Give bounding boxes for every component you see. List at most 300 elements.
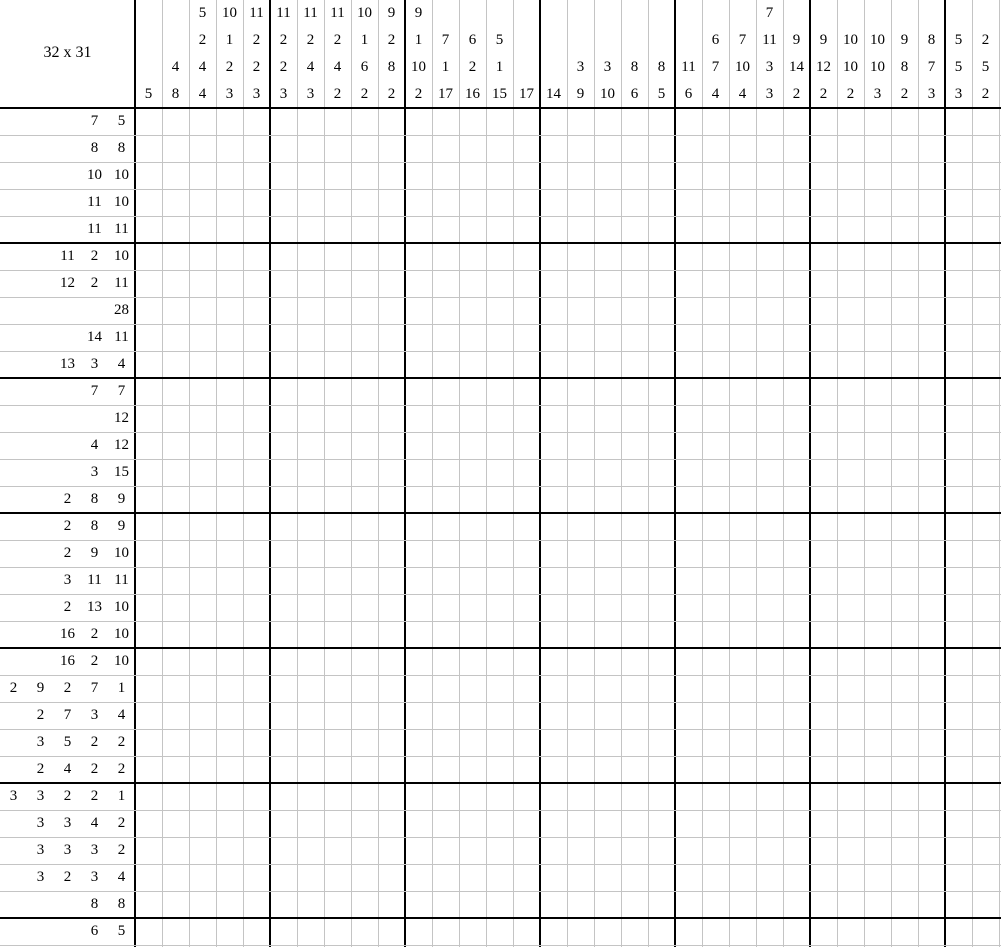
grid-cell[interactable] — [216, 405, 243, 432]
grid-cell[interactable] — [810, 405, 837, 432]
grid-cell[interactable] — [729, 864, 756, 891]
grid-cell[interactable] — [189, 378, 216, 405]
grid-cell[interactable] — [135, 729, 162, 756]
grid-cell[interactable] — [783, 486, 810, 513]
grid-cell[interactable] — [243, 324, 270, 351]
grid-cell[interactable] — [351, 324, 378, 351]
grid-cell[interactable] — [405, 783, 432, 810]
grid-cell[interactable] — [189, 432, 216, 459]
grid-cell[interactable] — [783, 324, 810, 351]
grid-cell[interactable] — [756, 756, 783, 783]
grid-cell[interactable] — [405, 621, 432, 648]
grid-cell[interactable] — [297, 675, 324, 702]
grid-cell[interactable] — [567, 729, 594, 756]
grid-cell[interactable] — [351, 513, 378, 540]
grid-cell[interactable] — [270, 513, 297, 540]
grid-cell[interactable] — [648, 918, 675, 945]
grid-cell[interactable] — [918, 324, 945, 351]
grid-cell[interactable] — [351, 810, 378, 837]
grid-cell[interactable] — [891, 270, 918, 297]
grid-cell[interactable] — [891, 756, 918, 783]
grid-cell[interactable] — [945, 324, 972, 351]
grid-cell[interactable] — [945, 459, 972, 486]
grid-cell[interactable] — [351, 567, 378, 594]
grid-cell[interactable] — [810, 243, 837, 270]
grid-cell[interactable] — [918, 270, 945, 297]
grid-cell[interactable] — [243, 459, 270, 486]
grid-cell[interactable] — [216, 243, 243, 270]
grid-cell[interactable] — [432, 459, 459, 486]
grid-cell[interactable] — [216, 162, 243, 189]
grid-cell[interactable] — [864, 189, 891, 216]
grid-cell[interactable] — [918, 891, 945, 918]
grid-cell[interactable] — [189, 297, 216, 324]
grid-cell[interactable] — [567, 540, 594, 567]
grid-cell[interactable] — [270, 918, 297, 945]
grid-cell[interactable] — [567, 621, 594, 648]
grid-cell[interactable] — [729, 756, 756, 783]
grid-cell[interactable] — [810, 378, 837, 405]
grid-cell[interactable] — [891, 324, 918, 351]
grid-cell[interactable] — [486, 783, 513, 810]
grid-cell[interactable] — [594, 540, 621, 567]
grid-cell[interactable] — [351, 432, 378, 459]
grid-cell[interactable] — [594, 837, 621, 864]
grid-cell[interactable] — [810, 486, 837, 513]
grid-cell[interactable] — [756, 810, 783, 837]
grid-cell[interactable] — [351, 270, 378, 297]
grid-cell[interactable] — [702, 540, 729, 567]
grid-cell[interactable] — [405, 594, 432, 621]
grid-cell[interactable] — [567, 405, 594, 432]
grid-cell[interactable] — [783, 459, 810, 486]
grid-cell[interactable] — [945, 810, 972, 837]
grid-cell[interactable] — [216, 216, 243, 243]
grid-cell[interactable] — [918, 405, 945, 432]
grid-cell[interactable] — [837, 243, 864, 270]
grid-cell[interactable] — [621, 648, 648, 675]
grid-cell[interactable] — [216, 918, 243, 945]
grid-cell[interactable] — [567, 702, 594, 729]
grid-cell[interactable] — [567, 864, 594, 891]
grid-cell[interactable] — [324, 648, 351, 675]
grid-cell[interactable] — [972, 270, 999, 297]
grid-cell[interactable] — [837, 351, 864, 378]
grid-cell[interactable] — [297, 729, 324, 756]
grid-cell[interactable] — [702, 567, 729, 594]
grid-cell[interactable] — [378, 729, 405, 756]
grid-cell[interactable] — [540, 189, 567, 216]
grid-cell[interactable] — [567, 459, 594, 486]
grid-cell[interactable] — [270, 216, 297, 243]
grid-cell[interactable] — [432, 432, 459, 459]
grid-cell[interactable] — [324, 567, 351, 594]
grid-cell[interactable] — [918, 567, 945, 594]
grid-cell[interactable] — [351, 837, 378, 864]
grid-cell[interactable] — [297, 270, 324, 297]
grid-cell[interactable] — [594, 783, 621, 810]
grid-cell[interactable] — [729, 675, 756, 702]
grid-cell[interactable] — [702, 513, 729, 540]
grid-cell[interactable] — [513, 675, 540, 702]
grid-cell[interactable] — [135, 405, 162, 432]
grid-cell[interactable] — [648, 270, 675, 297]
grid-cell[interactable] — [648, 162, 675, 189]
grid-cell[interactable] — [567, 648, 594, 675]
grid-cell[interactable] — [270, 675, 297, 702]
grid-cell[interactable] — [162, 459, 189, 486]
grid-cell[interactable] — [729, 297, 756, 324]
grid-cell[interactable] — [783, 297, 810, 324]
grid-cell[interactable] — [648, 108, 675, 135]
grid-cell[interactable] — [918, 162, 945, 189]
grid-cell[interactable] — [324, 729, 351, 756]
grid-cell[interactable] — [837, 324, 864, 351]
grid-cell[interactable] — [837, 189, 864, 216]
grid-cell[interactable] — [837, 405, 864, 432]
grid-cell[interactable] — [378, 621, 405, 648]
grid-cell[interactable] — [135, 108, 162, 135]
grid-cell[interactable] — [216, 702, 243, 729]
grid-cell[interactable] — [189, 756, 216, 783]
grid-cell[interactable] — [594, 891, 621, 918]
grid-cell[interactable] — [459, 513, 486, 540]
grid-cell[interactable] — [594, 864, 621, 891]
grid-cell[interactable] — [189, 135, 216, 162]
grid-cell[interactable] — [162, 783, 189, 810]
grid-cell[interactable] — [216, 567, 243, 594]
grid-cell[interactable] — [135, 837, 162, 864]
grid-cell[interactable] — [243, 189, 270, 216]
grid-cell[interactable] — [270, 162, 297, 189]
grid-cell[interactable] — [405, 810, 432, 837]
grid-cell[interactable] — [891, 702, 918, 729]
grid-cell[interactable] — [189, 513, 216, 540]
grid-cell[interactable] — [459, 729, 486, 756]
grid-cell[interactable] — [162, 432, 189, 459]
grid-cell[interactable] — [270, 351, 297, 378]
grid-cell[interactable] — [324, 297, 351, 324]
grid-cell[interactable] — [810, 810, 837, 837]
grid-cell[interactable] — [756, 729, 783, 756]
grid-cell[interactable] — [459, 702, 486, 729]
grid-cell[interactable] — [891, 621, 918, 648]
grid-cell[interactable] — [567, 189, 594, 216]
grid-cell[interactable] — [405, 324, 432, 351]
grid-cell[interactable] — [459, 108, 486, 135]
grid-cell[interactable] — [297, 594, 324, 621]
grid-cell[interactable] — [513, 108, 540, 135]
grid-cell[interactable] — [297, 108, 324, 135]
grid-cell[interactable] — [378, 594, 405, 621]
grid-cell[interactable] — [189, 783, 216, 810]
grid-cell[interactable] — [459, 405, 486, 432]
grid-cell[interactable] — [864, 432, 891, 459]
grid-cell[interactable] — [891, 459, 918, 486]
grid-cell[interactable] — [783, 567, 810, 594]
grid-cell[interactable] — [162, 216, 189, 243]
grid-cell[interactable] — [702, 891, 729, 918]
grid-cell[interactable] — [162, 486, 189, 513]
grid-cell[interactable] — [918, 108, 945, 135]
grid-cell[interactable] — [486, 297, 513, 324]
grid-cell[interactable] — [486, 405, 513, 432]
grid-cell[interactable] — [729, 216, 756, 243]
grid-cell[interactable] — [972, 783, 999, 810]
grid-cell[interactable] — [837, 297, 864, 324]
grid-cell[interactable] — [405, 864, 432, 891]
grid-cell[interactable] — [216, 864, 243, 891]
grid-cell[interactable] — [675, 324, 702, 351]
grid-cell[interactable] — [783, 783, 810, 810]
grid-cell[interactable] — [243, 702, 270, 729]
grid-cell[interactable] — [729, 729, 756, 756]
grid-cell[interactable] — [648, 675, 675, 702]
grid-cell[interactable] — [243, 621, 270, 648]
grid-cell[interactable] — [891, 918, 918, 945]
grid-cell[interactable] — [486, 648, 513, 675]
grid-cell[interactable] — [189, 351, 216, 378]
grid-cell[interactable] — [459, 486, 486, 513]
grid-cell[interactable] — [648, 756, 675, 783]
grid-cell[interactable] — [486, 864, 513, 891]
grid-cell[interactable] — [864, 324, 891, 351]
grid-cell[interactable] — [405, 540, 432, 567]
grid-cell[interactable] — [243, 783, 270, 810]
grid-cell[interactable] — [675, 189, 702, 216]
grid-cell[interactable] — [972, 702, 999, 729]
grid-cell[interactable] — [216, 189, 243, 216]
grid-cell[interactable] — [864, 594, 891, 621]
grid-cell[interactable] — [837, 567, 864, 594]
grid-cell[interactable] — [972, 567, 999, 594]
grid-cell[interactable] — [162, 135, 189, 162]
grid-cell[interactable] — [162, 189, 189, 216]
grid-cell[interactable] — [648, 324, 675, 351]
grid-cell[interactable] — [729, 459, 756, 486]
grid-cell[interactable] — [189, 459, 216, 486]
grid-cell[interactable] — [378, 243, 405, 270]
grid-cell[interactable] — [621, 621, 648, 648]
grid-cell[interactable] — [297, 513, 324, 540]
grid-cell[interactable] — [432, 810, 459, 837]
grid-cell[interactable] — [540, 756, 567, 783]
grid-cell[interactable] — [594, 405, 621, 432]
grid-cell[interactable] — [648, 432, 675, 459]
grid-cell[interactable] — [432, 162, 459, 189]
grid-cell[interactable] — [486, 162, 513, 189]
grid-cell[interactable] — [432, 891, 459, 918]
grid-cell[interactable] — [513, 621, 540, 648]
grid-cell[interactable] — [675, 459, 702, 486]
grid-cell[interactable] — [783, 432, 810, 459]
grid-cell[interactable] — [675, 297, 702, 324]
grid-cell[interactable] — [810, 432, 837, 459]
grid-cell[interactable] — [648, 351, 675, 378]
grid-cell[interactable] — [810, 783, 837, 810]
grid-cell[interactable] — [756, 891, 783, 918]
grid-cell[interactable] — [972, 648, 999, 675]
grid-cell[interactable] — [405, 459, 432, 486]
grid-cell[interactable] — [783, 135, 810, 162]
grid-cell[interactable] — [945, 864, 972, 891]
grid-cell[interactable] — [540, 702, 567, 729]
grid-cell[interactable] — [945, 756, 972, 783]
grid-cell[interactable] — [351, 918, 378, 945]
grid-cell[interactable] — [675, 351, 702, 378]
grid-cell[interactable] — [540, 378, 567, 405]
grid-cell[interactable] — [378, 162, 405, 189]
grid-cell[interactable] — [135, 567, 162, 594]
grid-cell[interactable] — [162, 351, 189, 378]
grid-cell[interactable] — [486, 891, 513, 918]
grid-cell[interactable] — [621, 378, 648, 405]
grid-cell[interactable] — [567, 243, 594, 270]
grid-cell[interactable] — [837, 648, 864, 675]
grid-cell[interactable] — [405, 270, 432, 297]
grid-cell[interactable] — [864, 810, 891, 837]
grid-cell[interactable] — [648, 189, 675, 216]
grid-cell[interactable] — [810, 351, 837, 378]
grid-cell[interactable] — [702, 486, 729, 513]
grid-cell[interactable] — [162, 324, 189, 351]
grid-cell[interactable] — [540, 270, 567, 297]
grid-cell[interactable] — [702, 864, 729, 891]
grid-cell[interactable] — [837, 216, 864, 243]
grid-cell[interactable] — [351, 216, 378, 243]
grid-cell[interactable] — [891, 864, 918, 891]
grid-cell[interactable] — [675, 891, 702, 918]
grid-cell[interactable] — [810, 459, 837, 486]
grid-cell[interactable] — [729, 540, 756, 567]
grid-cell[interactable] — [486, 513, 513, 540]
grid-cell[interactable] — [945, 675, 972, 702]
grid-cell[interactable] — [162, 594, 189, 621]
grid-cell[interactable] — [540, 324, 567, 351]
grid-cell[interactable] — [216, 351, 243, 378]
grid-cell[interactable] — [783, 891, 810, 918]
grid-cell[interactable] — [972, 351, 999, 378]
grid-cell[interactable] — [729, 513, 756, 540]
grid-cell[interactable] — [243, 891, 270, 918]
grid-cell[interactable] — [486, 108, 513, 135]
grid-cell[interactable] — [297, 459, 324, 486]
grid-cell[interactable] — [756, 270, 783, 297]
grid-cell[interactable] — [810, 675, 837, 702]
grid-cell[interactable] — [972, 675, 999, 702]
grid-cell[interactable] — [729, 621, 756, 648]
grid-cell[interactable] — [243, 675, 270, 702]
grid-cell[interactable] — [594, 621, 621, 648]
grid-cell[interactable] — [864, 243, 891, 270]
grid-cell[interactable] — [189, 891, 216, 918]
grid-cell[interactable] — [594, 810, 621, 837]
grid-cell[interactable] — [540, 162, 567, 189]
grid-cell[interactable] — [135, 432, 162, 459]
grid-cell[interactable] — [648, 729, 675, 756]
grid-cell[interactable] — [459, 837, 486, 864]
grid-cell[interactable] — [837, 108, 864, 135]
grid-cell[interactable] — [594, 216, 621, 243]
grid-cell[interactable] — [135, 216, 162, 243]
grid-cell[interactable] — [405, 405, 432, 432]
grid-cell[interactable] — [243, 756, 270, 783]
grid-cell[interactable] — [135, 621, 162, 648]
grid-cell[interactable] — [513, 783, 540, 810]
grid-cell[interactable] — [135, 513, 162, 540]
grid-cell[interactable] — [351, 405, 378, 432]
grid-cell[interactable] — [837, 540, 864, 567]
grid-cell[interactable] — [324, 486, 351, 513]
grid-cell[interactable] — [810, 513, 837, 540]
grid-cell[interactable] — [540, 918, 567, 945]
grid-cell[interactable] — [135, 162, 162, 189]
grid-cell[interactable] — [783, 918, 810, 945]
grid-cell[interactable] — [540, 540, 567, 567]
grid-cell[interactable] — [972, 297, 999, 324]
grid-cell[interactable] — [216, 756, 243, 783]
grid-cell[interactable] — [648, 513, 675, 540]
grid-cell[interactable] — [891, 216, 918, 243]
grid-cell[interactable] — [432, 243, 459, 270]
grid-cell[interactable] — [513, 918, 540, 945]
grid-cell[interactable] — [135, 297, 162, 324]
grid-cell[interactable] — [756, 324, 783, 351]
grid-cell[interactable] — [297, 432, 324, 459]
grid-cell[interactable] — [864, 918, 891, 945]
grid-cell[interactable] — [918, 621, 945, 648]
grid-cell[interactable] — [405, 135, 432, 162]
grid-cell[interactable] — [972, 864, 999, 891]
grid-cell[interactable] — [135, 864, 162, 891]
grid-cell[interactable] — [540, 567, 567, 594]
grid-cell[interactable] — [135, 702, 162, 729]
grid-cell[interactable] — [918, 243, 945, 270]
grid-cell[interactable] — [135, 351, 162, 378]
grid-cell[interactable] — [675, 837, 702, 864]
grid-cell[interactable] — [189, 621, 216, 648]
grid-cell[interactable] — [810, 702, 837, 729]
grid-cell[interactable] — [648, 540, 675, 567]
grid-cell[interactable] — [189, 567, 216, 594]
grid-cell[interactable] — [756, 864, 783, 891]
grid-cell[interactable] — [918, 135, 945, 162]
grid-cell[interactable] — [729, 108, 756, 135]
grid-cell[interactable] — [513, 837, 540, 864]
grid-cell[interactable] — [918, 486, 945, 513]
grid-cell[interactable] — [729, 648, 756, 675]
grid-cell[interactable] — [513, 540, 540, 567]
grid-cell[interactable] — [891, 162, 918, 189]
grid-cell[interactable] — [864, 270, 891, 297]
grid-cell[interactable] — [189, 729, 216, 756]
grid-cell[interactable] — [378, 783, 405, 810]
grid-cell[interactable] — [756, 189, 783, 216]
grid-cell[interactable] — [432, 216, 459, 243]
grid-cell[interactable] — [648, 810, 675, 837]
grid-cell[interactable] — [972, 162, 999, 189]
grid-cell[interactable] — [837, 378, 864, 405]
grid-cell[interactable] — [675, 432, 702, 459]
grid-cell[interactable] — [540, 621, 567, 648]
grid-cell[interactable] — [216, 810, 243, 837]
grid-cell[interactable] — [621, 513, 648, 540]
grid-cell[interactable] — [594, 729, 621, 756]
grid-cell[interactable] — [459, 351, 486, 378]
grid-cell[interactable] — [783, 756, 810, 783]
grid-cell[interactable] — [621, 351, 648, 378]
grid-cell[interactable] — [270, 864, 297, 891]
